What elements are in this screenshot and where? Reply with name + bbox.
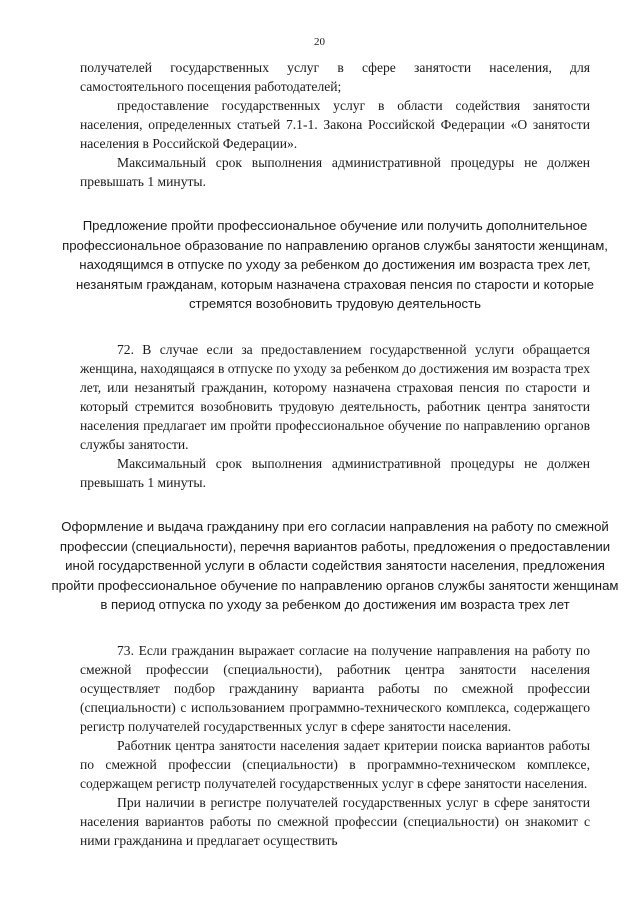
paragraph-max-time: Максимальный срок выполнения административной процедуры не должен превышать 1 минуты. <box>80 155 590 189</box>
section-heading-referral: Оформление и выдача гражданину при его согласии направления на работу по смежной профессии (специальности), перечня вариантов работы, предложения о предоставлении иной государственной услуги в области содействия занятости населения, предложения пройти профессиональное обучение по направлению органов службы занятости женщинам в период отпуска по уходу за ребенком до достижения им возраста трех лет <box>51 518 619 613</box>
paragraph-item-73: 73. Если гражданин выражает согласие на получение направления на работу по смежной профессии (специальности), работник центра занятости населения осуществляет подбор гражданину варианта работы по смежной профессии (специальности) с использованием программно-технического комплекса, содержащего регистр получателей государственных услуг в сфере занятости населения. <box>80 642 590 734</box>
page-number: 20 <box>314 36 325 48</box>
document-body <box>51 58 619 850</box>
paragraph-register-options: При наличии в регистре получателей государственных услуг в сфере занятости населения вариантов работы по смежной профессии (специальности) он знакомит с ними гражданина и предлагает осуществить <box>80 794 590 848</box>
paragraph-item-72: 72. В случае если за предоставлением государственной услуги обращается женщина, находящаяся в отпуске по уходу за ребенком до достижения им возраста трех лет, или незанятый гражданин, которому назначена страховая пенсия по старости и который стремится возобновить трудовую деятельность, работник центра занятости населения предлагает им пройти профессиональное обучение по направлению органов службы занятости. <box>80 341 590 452</box>
paragraph-services: предоставление государственных услуг в области содействия занятости населения, определенных статьей 7.1-1. Закона Российской Федерации «О занятости населения в Российской Федерации». <box>80 98 590 151</box>
paragraph-continuation: получателей государственных услуг в сфере занятости населения, для самостоятельного посещения работодателей; <box>80 60 590 94</box>
paragraph-max-time-72: Максимальный срок выполнения административной процедуры не должен превышать 1 минуты. <box>80 455 590 490</box>
paragraph-search-criteria: Работник центра занятости населения задает критерии поиска вариантов работы по смежной профессии (специальности) в программно-техническом комплексе, содержащем регистр получателей государственных услуг в сфере занятости населения. <box>80 737 590 791</box>
section-heading-training-offer: Предложение пройти профессиональное обучение или получить дополнительное профессиональное образование по направлению органов службы занятости женщинам, находящимся в отпуске по уходу за ребенком до достижения им возраста трех лет, незанятым гражданам, которым назначена страховая пенсия по старости и которые стремятся возобновить трудовую деятельность <box>62 218 608 312</box>
